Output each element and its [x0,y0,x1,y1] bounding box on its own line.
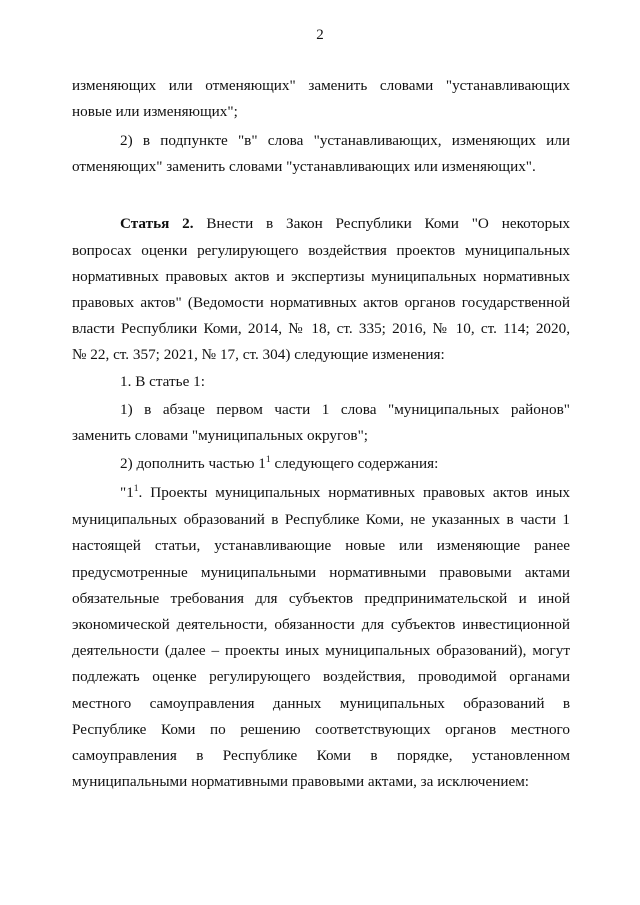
text-line: вопросах оценки регулирующего воздействия проектов муниципальных [72,242,570,259]
text-line: предусмотренные муниципальными нормативными правовыми актами [72,564,570,581]
text-line: Республике Коми по решению соответствующих органов местного [72,721,570,738]
article-heading: Статья 2. [120,215,194,232]
text-line: № 22, ст. 357; 2021, № 17, ст. 304) следующие изменения: [72,346,445,363]
text-span: Внести в Закон Республики Коми "О некоторых [193,215,571,232]
text-line: настоящей статьи, устанавливающие новые или изменяющие ранее [72,537,570,554]
text-line: отменяющих" заменить словами "устанавливающих или изменяющих". [72,158,536,175]
text-line: нормативных правовых актов и экспертизы муниципальных нормативных [72,268,570,285]
text-line: новые или изменяющих"; [72,103,238,120]
text-line: муниципальными нормативными правовыми актами, за исключением: [72,773,530,790]
text-line: муниципальных образований в Республике Коми, не указанных в части 1 [72,511,570,528]
text-line: изменяющих или отменяющих" заменить словами "устанавливающих [72,77,570,94]
text-line: подлежать оценке регулирующего воздействия, проводимой органами [72,668,570,685]
text-span: 2) дополнить частью 1 [120,455,266,472]
text-line: экономической деятельности, обязанности для субъектов инвестиционной [72,616,570,633]
text-line [120,484,570,504]
text-span: . Проекты муниципальных нормативных правовых актов иных [138,484,570,501]
superscript: 1 [265,455,271,465]
text-line: самоуправления в Республике Коми в порядке, установленном [72,747,570,764]
text-line: обязательные требования для субъектов предпринимательской и иной [72,590,570,607]
text-line: правовых актов" (Ведомости нормативных актов органов государственной [72,294,570,311]
text-span: "1 [120,484,134,501]
text-line: власти Республики Коми, 2014, № 18, ст. 335; 2016, № 10, ст. 114; 2020, [72,320,570,337]
text-line: 1. В статье 1: [120,373,205,390]
text-line: 2) в подпункте "в" слова "устанавливающих, изменяющих или [120,132,570,149]
article-heading-line [120,215,570,233]
text-line: местного самоуправления данных муниципальных образований в [72,695,570,712]
text-span: следующего содержания: [270,455,439,472]
text-line: заменить словами "муниципальных округов"; [72,427,369,444]
superscript: 1 [133,484,139,494]
text-line [120,455,438,475]
text-line: деятельности (далее – проекты иных муниципальных образований), могут [72,642,570,659]
page-number: 2 [316,27,324,43]
text-line: 1) в абзаце первом части 1 слова "муниципальных районов" [120,401,570,418]
